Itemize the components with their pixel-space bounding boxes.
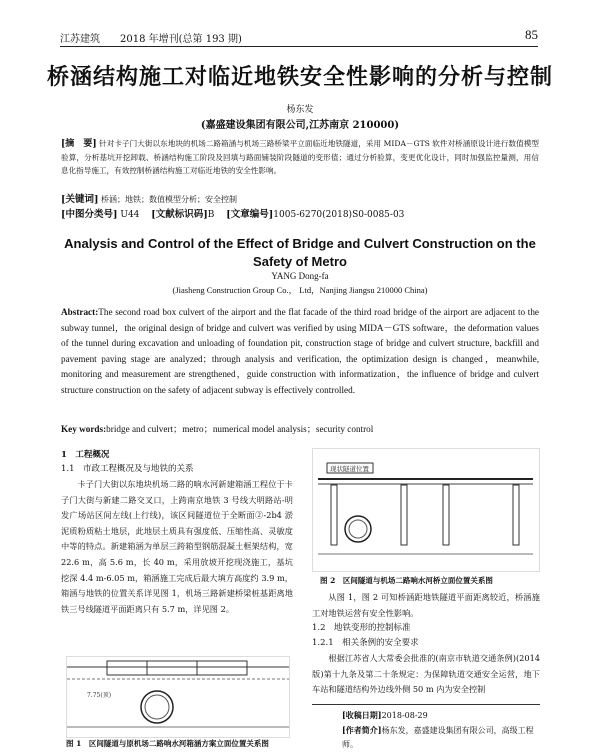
regulation-paragraph: 根据江苏省人大常委会批准的(南京市轨道交通条例)(2014 版)第十九条及第二十条规定：为保障轨道交通安全运营，地下车站和隧道结构外边线外侧 50 m 内为安全控制: [312, 653, 540, 695]
right-column: [312, 590, 540, 698]
figure-1: [66, 656, 290, 738]
paper-title: 桥涵结构施工对临近地铁安全性影响的分析与控制: [46, 65, 553, 90]
author: 杨东发: [286, 105, 314, 115]
figure-reference-paragraph: 从图 1，图 2 可知桥涵距地铁隧道平面距离较近，桥涵施工对地铁运营有安全性影响。: [312, 592, 540, 618]
figure-1-caption: 图 1 区间隧道与原机场二路响水河箱涵方案立面位置关系图: [66, 739, 269, 748]
english-keywords: Key words:bridge and culvert；metro；numerical model analysis；security control: [61, 424, 374, 434]
abstract-cn: [摘 要] 针对卡子门大街以东地块的机场二路箱涵与机场三路桥梁平立面临近地铁隧道，采用 MIDA－GTS 软件对桥涵原设计进行数值模型验算，分析基坑开挖卸载、桥涵结构施工阶段及回填与路面铺装阶段隧道的变形值；通过分析验算，变更优化设计，同时加强监控量测，用信息化指导施工，有效控制桥涵结构施工对临近地铁的安全性影响。: [61, 139, 539, 175]
figure-2-drawing: [313, 449, 539, 571]
english-title: Analysis and Control of the Effect of Bridge and Culvert Construction on the Safety of Metro: [64, 236, 536, 269]
classification-line: [中图分类号] U44 [文献标识码]B [文章编号]1005-6270(2018)S0-0085-03: [61, 209, 405, 220]
section-1-2-heading: 1.2 地铁变形的控制标准: [312, 623, 411, 634]
figure-1-label: 7.75(顶): [87, 692, 112, 699]
affiliation: (嘉盛建设集团有限公司,江苏南京 210000): [200, 120, 400, 131]
left-column: [61, 448, 293, 617]
footnote: [312, 704, 540, 752]
figure-1-drawing: [67, 657, 289, 737]
section-1-heading: 1 工程概况: [61, 450, 110, 460]
english-affiliation: (Jiasheng Construction Group Co.， Ltd，Nanjing Jiangsu 210000 China): [172, 285, 428, 295]
keywords-cn: [关键词] 桥涵；地铁；数值模型分析；安全控制: [61, 194, 238, 205]
figure-2-label: 现状隧道位置: [330, 465, 369, 473]
received-date: [收稿日期]2018-08-29: [342, 710, 428, 720]
author-bio: [作者简介]杨东发，嘉盛建设集团有限公司，高级工程师。: [342, 725, 534, 749]
section-1-2-1-heading: 1.2.1 相关条例的安全要求: [312, 638, 419, 649]
english-abstract: Abstract:The second road box culvert of the airport and the flat facade of the third road bridge of the airport are adjacent to the subway tunnel，the original design of bridge and culvert was verified by using MIDA－GTS software，the deformation values of the tunnel during excavation and unloading of foundation pit, construction stage of bridge and culvert structure, backfill and pavement paving stage are analyzed；through analysis and verification, the optimization design is changed，meanwhile, monitoring and measurement are strengthened，guide construction with informatization，the influence of bridge and culvert structure construction on the safety of adjacent subway is effectively controlled.: [61, 307, 539, 395]
english-author: YANG Dong-fa: [271, 271, 329, 281]
running-header: [60, 27, 538, 47]
journal-issue: 江苏建筑 2018 年增刊(总第 193 期): [60, 34, 242, 45]
section-1-1-paragraph: 卡子门大街以东地块机场二路的响水河新建箱涵工程位于卡子门大街与新建二路交叉口，上跨南京地铁 3 号线大明路站-明发广场站区间左线(上行线)，该区间隧道位于全断面②-2b4 淤泥质粉质粘土地层，此地层土质具有强度低、压缩性高、灵敏度中等的特点。新建箱涵为单层三跨箱型钢筋混凝土框架结构，宽 22.6 m，高 5.6 m，长 40 m，采用放坡开挖现浇施工，基坑挖深 4.4 m-6.05 m，箱涵施工完成后最大填方高度约 3.9 m，箱涵与地铁的位置关系详见图 1，机场三路新建桥梁桩基距离地铁三号线隧道平面距离只有 5.7 m，详见图 2。: [61, 479, 293, 614]
section-1-1-heading: 1.1 市政工程概况及与地铁的关系: [61, 464, 194, 474]
page-number: 85: [525, 27, 538, 42]
figure-2: [312, 448, 540, 572]
figure-2-caption: 图 2 区间隧道与机场二路响水河桥立面位置关系图: [320, 576, 493, 585]
